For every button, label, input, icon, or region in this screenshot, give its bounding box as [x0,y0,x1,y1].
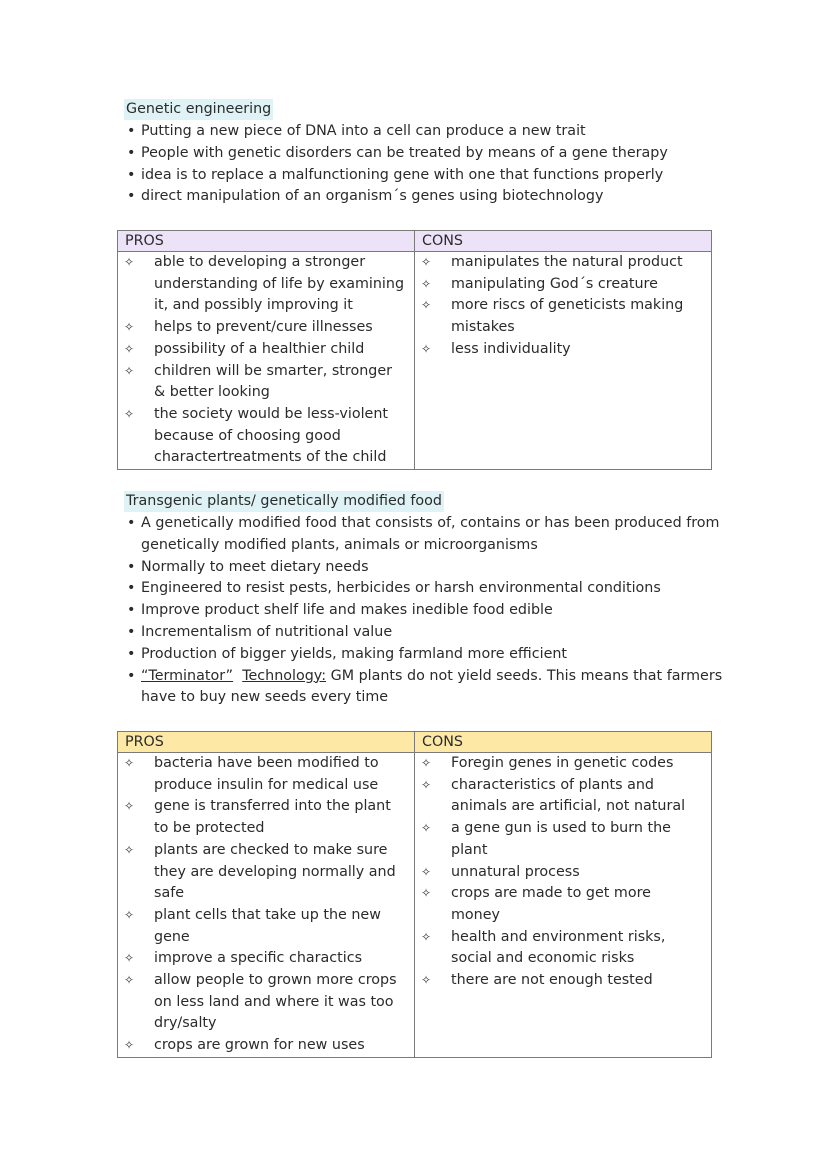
cons-item: ✧ there are not enough tested [415,970,711,992]
list-item: • Improve product shelf life and makes inedible food edible [124,600,724,622]
cons-item: ✧ health and environment risks, social and economic risks [421,928,666,967]
pros-item: ✧ gene is transferred into the plant to be protected [124,798,391,837]
pros-item: ✧ crops are grown for new uses [118,1035,414,1057]
terminator-term: “Terminator” [141,667,234,684]
bullet-icon: • [127,602,136,619]
cons-item: ✧ unnatural process [415,862,711,884]
star-bullet-icon: ✧ [124,973,135,988]
star-bullet-icon: ✧ [124,1038,135,1053]
bullet-list-genetic-engineering [124,121,724,208]
star-bullet-icon: ✧ [124,341,135,356]
star-bullet-icon: ✧ [421,756,432,770]
cons-item: ✧ manipulating God´s creature [415,274,711,296]
list-item: • People with genetic disorders can be treated by means of a gene therapy [124,143,724,165]
cons-header: CONS [415,231,712,252]
star-bullet-icon: ✧ [421,298,432,313]
pros-cons-table-genetic-engineering [117,230,712,470]
pros-item: ✧ possibility of a healthier child [118,339,414,361]
cons-item: ✧ characteristics of plants and animals are artificial, not natural [421,776,686,815]
star-bullet-icon: ✧ [421,777,432,792]
cons-item: ✧ less individuality [415,339,711,361]
star-bullet-icon: ✧ [421,864,432,879]
star-bullet-icon: ✧ [124,951,135,966]
bullet-icon: • [127,667,136,684]
section-heading-genetic-engineering: Genetic engineering [124,99,273,120]
list-item: • Incrementalism of nutritional value [124,622,724,644]
list-item-terminator: • “Terminator” Technology: GM plants do not yield seeds. This means that farmers have to buy new seeds every time [127,667,723,706]
technology-label: Technology: [242,667,327,684]
list-item: • direct manipulation of an organism´s genes using biotechnology [124,186,724,208]
pros-cell [118,252,415,470]
pros-item: ✧ allow people to grown more crops on less land and where it was too dry/salty [124,972,397,1032]
cons-header: CONS [415,732,712,753]
cons-cell [415,252,712,470]
star-bullet-icon: ✧ [124,255,135,269]
star-bullet-icon: ✧ [421,973,432,988]
cons-item: ✧ more riscs of geneticists making mistakes [421,297,684,336]
pros-item: ✧ children will be smarter, stronger & better looking [124,362,393,401]
pros-item: ✧ improve a specific charactics [118,948,414,970]
bullet-icon: • [127,580,136,597]
star-bullet-icon: ✧ [421,255,432,269]
star-bullet-icon: ✧ [124,320,135,335]
bullet-icon: • [127,558,136,575]
bullet-icon: • [127,188,136,205]
section-heading-transgenic-plants: Transgenic plants/ genetically modified food [124,491,444,512]
pros-cons-table-transgenic-plants [117,731,712,1058]
pros-item: ✧ able to developing a stronger understanding of life by examining it, and possibly improving it [124,254,405,314]
bullet-icon: • [127,645,136,662]
pros-item: ✧ plant cells that take up the new gene [124,906,381,945]
star-bullet-icon: ✧ [124,799,135,814]
star-bullet-icon: ✧ [124,842,135,857]
pros-header: PROS [118,231,415,252]
cons-item: ✧ crops are made to get more money [421,885,651,923]
star-bullet-icon: ✧ [124,756,135,770]
star-bullet-icon: ✧ [421,821,432,836]
bullet-icon: • [127,123,136,139]
bullet-icon: • [127,515,136,531]
cons-item: ✧ a gene gun is used to burn the plant [421,820,671,858]
cons-item: ✧ Foregin genes in genetic codes [415,753,711,775]
list-item: • idea is to replace a malfunctioning gene with one that functions properly [124,165,724,187]
star-bullet-icon: ✧ [124,406,135,421]
pros-item: ✧ plants are checked to make sure they are developing normally and safe [124,841,396,902]
cons-cell [415,753,712,1058]
star-bullet-icon: ✧ [124,363,135,378]
pros-header: PROS [118,732,415,753]
pros-cell [118,753,415,1058]
star-bullet-icon: ✧ [421,886,432,901]
cons-item: ✧ manipulates the natural product [415,252,711,274]
bullet-list-transgenic-plants [124,513,724,709]
star-bullet-icon: ✧ [421,341,432,356]
pros-item: ✧ helps to prevent/cure illnesses [118,317,414,339]
pros-item: ✧ the society would be less-violent because of choosing good charactertreatments of the child [124,405,389,466]
star-bullet-icon: ✧ [421,929,432,944]
list-item: • Putting a new piece of DNA into a cell can produce a new trait [124,121,724,143]
list-item: • Normally to meet dietary needs [124,557,724,579]
bullet-icon: • [127,166,136,183]
bullet-icon: • [127,144,136,161]
list-item: • A genetically modified food that consists of, contains or has been produced from genetically modified plants, animals or microorganisms [127,515,720,553]
bullet-icon: • [127,623,136,640]
star-bullet-icon: ✧ [421,276,432,291]
star-bullet-icon: ✧ [124,907,135,922]
pros-item: ✧ bacteria have been modified to produce insulin for medical use [124,755,379,793]
list-item: • Production of bigger yields, making farmland more efficient [124,644,724,666]
list-item: • Engineered to resist pests, herbicides or harsh environmental conditions [124,578,724,600]
